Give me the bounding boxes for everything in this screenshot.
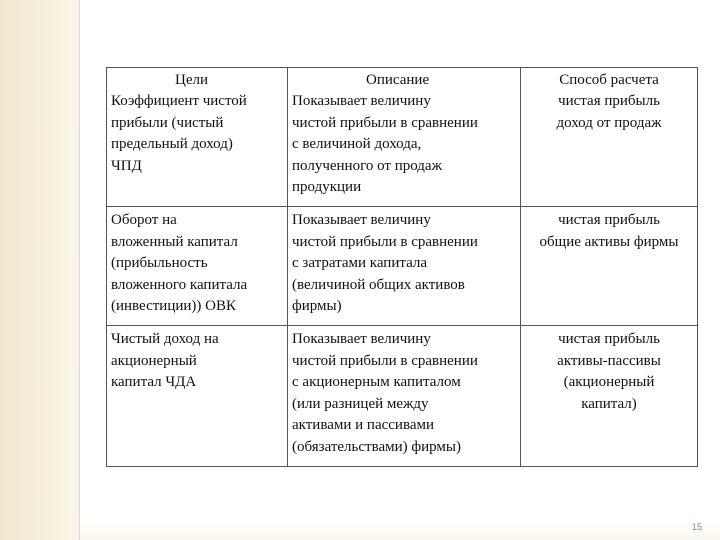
cell-line: полученного от продаж bbox=[292, 157, 442, 174]
table-cell-description bbox=[288, 326, 521, 466]
table-cell-description bbox=[288, 207, 521, 326]
cell-line: с затратами капитала bbox=[292, 255, 428, 272]
table-cell-description bbox=[288, 68, 521, 207]
table-cell-calculation bbox=[521, 68, 698, 207]
header-description: Описание bbox=[366, 72, 430, 88]
table-row bbox=[107, 68, 698, 207]
cell-line: Показывает величину bbox=[292, 93, 431, 110]
metrics-table bbox=[106, 67, 698, 467]
table-cell-calculation bbox=[521, 207, 698, 326]
cell-line: активы-пассивы bbox=[557, 352, 661, 369]
cell-line: (инвестиции)) ОВК bbox=[111, 298, 236, 315]
cell-line: чистая прибыль bbox=[558, 331, 660, 348]
cell-line: (обязательствами) фирмы) bbox=[292, 438, 461, 455]
cell-line: (или разницей между bbox=[292, 395, 429, 412]
table-row bbox=[107, 326, 698, 466]
table-cell-goal bbox=[107, 207, 288, 326]
cell-line: вложенного капитала bbox=[111, 276, 248, 293]
cell-line: (величиной общих активов bbox=[292, 276, 465, 293]
cell-line: капитал ЧДА bbox=[111, 374, 197, 391]
cell-line: вложенный капитал bbox=[111, 233, 238, 250]
cell-line: общие активы фирмы bbox=[539, 233, 679, 250]
cell-line: чистой прибыли в сравнении bbox=[292, 352, 478, 369]
header-calculation: Способ расчета bbox=[559, 72, 659, 88]
table-row bbox=[107, 207, 698, 326]
table-cell-goal bbox=[107, 68, 288, 207]
cell-line: капитал) bbox=[581, 395, 637, 412]
table-cell-calculation bbox=[521, 326, 698, 466]
cell-line: с величиной дохода, bbox=[292, 136, 422, 153]
cell-line: предельный доход) bbox=[111, 136, 233, 153]
cell-line: доход от продаж bbox=[556, 114, 662, 131]
cell-line: чистая прибыль bbox=[558, 212, 660, 229]
cell-line: (прибыльность bbox=[111, 255, 208, 272]
cell-line: Чистый доход на bbox=[111, 331, 219, 348]
cell-line: Оборот на bbox=[111, 212, 177, 229]
cell-line: продукции bbox=[292, 179, 362, 196]
cell-line: с акционерным капиталом bbox=[292, 374, 461, 391]
cell-line: прибыли (чистый bbox=[111, 114, 224, 131]
cell-line: чистая прибыль bbox=[558, 93, 660, 110]
cell-line: чистой прибыли в сравнении bbox=[292, 233, 478, 250]
cell-line: Коэффициент чистой bbox=[111, 93, 247, 110]
cell-line: ЧПД bbox=[111, 157, 142, 174]
cell-line: фирмы) bbox=[292, 298, 342, 315]
cell-line: акционерный bbox=[111, 352, 197, 369]
cell-line: (акционерный bbox=[563, 374, 655, 391]
decorative-side-bar bbox=[0, 0, 80, 540]
page-number: 15 bbox=[691, 522, 702, 532]
cell-line: Показывает величину bbox=[292, 331, 431, 348]
header-goals: Цели bbox=[175, 72, 209, 88]
cell-line: активами и пассивами bbox=[292, 417, 435, 434]
cell-line: Показывает величину bbox=[292, 212, 431, 229]
decorative-bottom-strip bbox=[80, 518, 720, 540]
table-cell-goal bbox=[107, 326, 288, 466]
cell-line: чистой прибыли в сравнении bbox=[292, 114, 478, 131]
